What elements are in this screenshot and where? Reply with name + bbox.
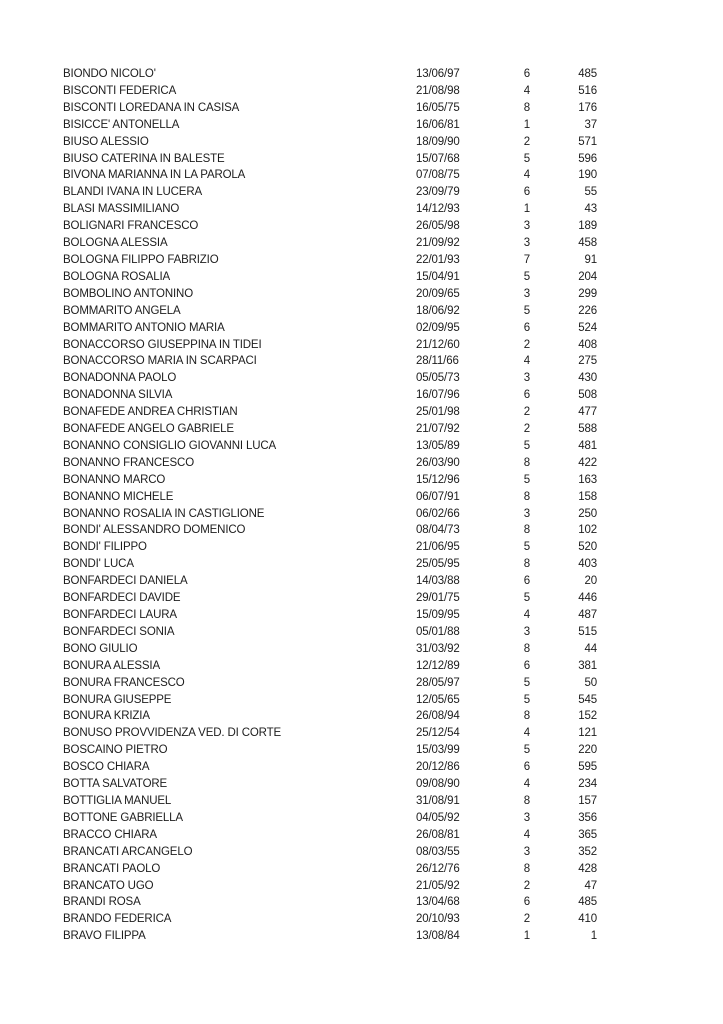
num1-cell: 2 <box>523 423 530 436</box>
table-row <box>63 421 597 438</box>
birthdate-cell: 26/08/94 <box>416 710 460 723</box>
table-row <box>63 286 597 303</box>
num1-cell: 8 <box>523 456 530 469</box>
birthdate-cell: 16/07/96 <box>416 389 460 402</box>
num2-cell: 189 <box>578 220 597 233</box>
num2-cell: 44 <box>584 642 597 655</box>
birthdate-cell: 21/08/98 <box>416 84 460 97</box>
table-row <box>63 759 597 776</box>
num1-cell: 5 <box>523 676 530 689</box>
num1-cell: 4 <box>523 84 530 97</box>
table-row <box>63 878 597 895</box>
table-row <box>63 590 597 607</box>
birthdate-cell: 12/05/65 <box>416 693 460 706</box>
num1-cell: 4 <box>523 609 530 621</box>
num2-cell: 158 <box>578 490 597 503</box>
name-cell: BRACCO CHIARA <box>63 828 157 841</box>
num1-cell: 5 <box>523 592 530 605</box>
table-row <box>63 861 597 878</box>
name-cell: BONANNO MARCO <box>63 473 166 486</box>
table-row <box>63 894 597 911</box>
name-cell: BONANNO MICHELE <box>63 490 174 503</box>
num1-cell: 4 <box>523 355 530 368</box>
num2-cell: 481 <box>578 439 597 452</box>
name-cell: BOLOGNA FILIPPO FABRIZIO <box>63 253 219 266</box>
num1-cell: 5 <box>523 541 530 554</box>
table-row <box>63 742 597 759</box>
name-cell: BOTTONE GABRIELLA <box>63 811 183 824</box>
name-cell: BOTTA SALVATORE <box>63 778 168 791</box>
birthdate-cell: 25/12/54 <box>416 727 460 740</box>
num1-cell: 3 <box>523 372 530 385</box>
num1-cell: 5 <box>523 304 530 317</box>
table-row <box>63 489 597 506</box>
table-row <box>63 776 597 793</box>
table-row <box>63 184 597 201</box>
num1-cell: 8 <box>523 101 530 114</box>
birthdate-cell: 13/05/89 <box>416 439 460 452</box>
num2-cell: 430 <box>578 372 597 385</box>
birthdate-cell: 15/09/95 <box>416 609 460 621</box>
name-cell: BONURA FRANCESCO <box>63 676 185 689</box>
table-row <box>63 269 597 286</box>
birthdate-cell: 26/05/98 <box>416 220 460 233</box>
num1-cell: 5 <box>523 473 530 486</box>
name-cell: BOMMARITO ANTONIO MARIA <box>63 321 225 334</box>
birthdate-cell: 13/08/84 <box>416 930 460 943</box>
name-cell: BONFARDECI LAURA <box>63 609 177 621</box>
name-cell: BOMMARITO ANGELA <box>63 304 181 317</box>
birthdate-cell: 18/09/90 <box>416 135 460 148</box>
num2-cell: 226 <box>578 304 597 317</box>
num1-cell: 6 <box>523 389 530 402</box>
name-cell: BONFARDECI DAVIDE <box>63 592 181 605</box>
table-row <box>63 708 597 725</box>
birthdate-cell: 06/07/91 <box>416 490 460 503</box>
table-row <box>63 624 597 641</box>
num2-cell: 428 <box>578 862 597 875</box>
name-cell: BOLIGNARI FRANCESCO <box>63 220 199 233</box>
name-cell: BONAFEDE ANDREA CHRISTIAN <box>63 406 238 419</box>
table-row <box>63 556 597 573</box>
roster-table <box>63 66 597 945</box>
table-row <box>63 218 597 235</box>
num1-cell: 5 <box>523 439 530 452</box>
name-cell: BONACCORSO GIUSEPPINA IN TIDEI <box>63 338 262 351</box>
table-row <box>63 844 597 861</box>
table-row <box>63 607 597 624</box>
name-cell: BONO GIULIO <box>63 642 138 655</box>
birthdate-cell: 21/09/92 <box>416 237 460 250</box>
birthdate-cell: 08/04/73 <box>416 524 460 537</box>
birthdate-cell: 14/03/88 <box>416 575 460 588</box>
num2-cell: 163 <box>578 473 597 486</box>
birthdate-cell: 20/09/65 <box>416 287 460 300</box>
table-row <box>63 472 597 489</box>
table-row <box>63 675 597 692</box>
name-cell: BONANNO ROSALIA IN CASTIGLIONE <box>63 507 265 520</box>
table-row <box>63 455 597 472</box>
num1-cell: 5 <box>523 744 530 757</box>
num2-cell: 520 <box>578 541 597 554</box>
num2-cell: 545 <box>578 693 597 706</box>
name-cell: BOLOGNA ROSALIA <box>63 270 171 283</box>
table-row <box>63 911 597 928</box>
birthdate-cell: 06/02/66 <box>416 507 460 520</box>
num2-cell: 477 <box>578 406 597 419</box>
birthdate-cell: 20/12/86 <box>416 761 460 774</box>
table-row <box>63 539 597 556</box>
num2-cell: 250 <box>578 507 597 520</box>
name-cell: BOLOGNA ALESSIA <box>63 237 168 250</box>
table-row <box>63 353 597 370</box>
num1-cell: 4 <box>523 727 530 740</box>
num1-cell: 5 <box>523 152 530 165</box>
num2-cell: 1 <box>590 930 597 943</box>
table-row <box>63 66 597 83</box>
table-row <box>63 658 597 675</box>
num1-cell: 8 <box>523 710 530 723</box>
num1-cell: 3 <box>523 220 530 233</box>
num1-cell: 6 <box>523 761 530 774</box>
num1-cell: 6 <box>523 321 530 334</box>
table-row <box>63 928 597 945</box>
num2-cell: 234 <box>578 778 597 791</box>
table-row <box>63 387 597 404</box>
table-row <box>63 320 597 337</box>
name-cell: BONADONNA SILVIA <box>63 389 173 402</box>
num2-cell: 37 <box>584 118 597 131</box>
name-cell: BIONDO NICOLO' <box>63 68 156 80</box>
num2-cell: 515 <box>578 625 597 638</box>
num2-cell: 121 <box>578 727 597 740</box>
num2-cell: 20 <box>584 575 597 588</box>
num1-cell: 8 <box>523 490 530 503</box>
num1-cell: 3 <box>523 507 530 520</box>
birthdate-cell: 31/03/92 <box>416 642 460 655</box>
birthdate-cell: 05/01/88 <box>416 625 460 638</box>
birthdate-cell: 25/01/98 <box>416 406 460 419</box>
num1-cell: 5 <box>523 270 530 283</box>
num1-cell: 2 <box>523 135 530 148</box>
num1-cell: 8 <box>523 524 530 537</box>
num1-cell: 6 <box>523 575 530 588</box>
birthdate-cell: 28/11/66 <box>416 355 459 368</box>
num2-cell: 485 <box>578 896 597 909</box>
birthdate-cell: 15/07/68 <box>416 152 460 165</box>
table-row <box>63 100 597 117</box>
num1-cell: 5 <box>523 693 530 706</box>
name-cell: BONDI' ALESSANDRO DOMENICO <box>63 524 246 537</box>
table-row <box>63 83 597 100</box>
num1-cell: 2 <box>523 406 530 419</box>
birthdate-cell: 31/08/91 <box>416 794 460 807</box>
num2-cell: 524 <box>578 321 597 334</box>
birthdate-cell: 16/05/75 <box>416 101 460 114</box>
birthdate-cell: 15/12/96 <box>416 473 460 486</box>
name-cell: BONURA KRIZIA <box>63 710 150 723</box>
birthdate-cell: 15/04/91 <box>416 270 460 283</box>
num1-cell: 6 <box>523 68 530 80</box>
num2-cell: 157 <box>578 794 597 807</box>
num2-cell: 275 <box>578 355 597 368</box>
table-row <box>63 827 597 844</box>
birthdate-cell: 22/01/93 <box>416 253 460 266</box>
name-cell: BOSCAINO PIETRO <box>63 744 168 757</box>
name-cell: BOTTIGLIA MANUEL <box>63 794 172 807</box>
birthdate-cell: 25/05/95 <box>416 558 460 571</box>
birthdate-cell: 04/05/92 <box>416 811 460 824</box>
birthdate-cell: 14/12/93 <box>416 203 460 216</box>
name-cell: BONDI' LUCA <box>63 558 134 571</box>
num1-cell: 4 <box>523 778 530 791</box>
table-row <box>63 522 597 539</box>
name-cell: BISCONTI FEDERICA <box>63 84 177 97</box>
num2-cell: 588 <box>578 423 597 436</box>
table-row <box>63 117 597 134</box>
num1-cell: 3 <box>523 811 530 824</box>
table-row <box>63 573 597 590</box>
table-row <box>63 370 597 387</box>
birthdate-cell: 07/08/75 <box>416 169 460 182</box>
table-row <box>63 506 597 523</box>
name-cell: BISCONTI LOREDANA IN CASISA <box>63 101 240 114</box>
num2-cell: 50 <box>584 676 597 689</box>
birthdate-cell: 16/06/81 <box>416 118 460 131</box>
num2-cell: 352 <box>578 845 597 858</box>
name-cell: BONDI' FILIPPO <box>63 541 147 554</box>
name-cell: BONFARDECI DANIELA <box>63 575 188 588</box>
num2-cell: 485 <box>578 68 597 80</box>
table-row <box>63 438 597 455</box>
birthdate-cell: 26/08/81 <box>416 828 460 841</box>
name-cell: BONADONNA PAOLO <box>63 372 177 385</box>
num2-cell: 446 <box>578 592 597 605</box>
name-cell: BONURA ALESSIA <box>63 659 160 672</box>
name-cell: BRANDO FEDERICA <box>63 913 172 926</box>
num2-cell: 408 <box>578 338 597 351</box>
name-cell: BONACCORSO MARIA IN SCARPACI <box>63 355 257 368</box>
birthdate-cell: 28/05/97 <box>416 676 460 689</box>
num2-cell: 91 <box>584 253 597 266</box>
num1-cell: 1 <box>523 118 530 131</box>
num1-cell: 2 <box>523 338 530 351</box>
table-row <box>63 692 597 709</box>
name-cell: BONUSO PROVVIDENZA VED. DI CORTE <box>63 727 282 740</box>
num1-cell: 3 <box>523 845 530 858</box>
name-cell: BOMBOLINO ANTONINO <box>63 287 193 300</box>
birthdate-cell: 13/06/97 <box>416 68 460 80</box>
table-row <box>63 810 597 827</box>
name-cell: BRANCATI ARCANGELO <box>63 845 193 858</box>
num1-cell: 3 <box>523 287 530 300</box>
num2-cell: 571 <box>578 135 597 148</box>
num2-cell: 595 <box>578 761 597 774</box>
birthdate-cell: 23/09/79 <box>416 186 460 199</box>
num1-cell: 2 <box>523 879 530 892</box>
birthdate-cell: 21/06/95 <box>416 541 460 554</box>
num2-cell: 43 <box>584 203 597 216</box>
num2-cell: 190 <box>578 169 597 182</box>
table-row <box>63 151 597 168</box>
birthdate-cell: 29/01/75 <box>416 592 460 605</box>
name-cell: BLANDI IVANA IN LUCERA <box>63 186 203 199</box>
birthdate-cell: 26/12/76 <box>416 862 460 875</box>
name-cell: BIUSO CATERINA IN BALESTE <box>63 152 225 165</box>
table-row <box>63 725 597 742</box>
num2-cell: 356 <box>578 811 597 824</box>
name-cell: BRANCATO UGO <box>63 879 154 892</box>
num2-cell: 220 <box>578 744 597 757</box>
name-cell: BONANNO CONSIGLIO GIOVANNI LUCA <box>63 439 277 452</box>
num2-cell: 487 <box>578 609 597 621</box>
birthdate-cell: 20/10/93 <box>416 913 460 926</box>
name-cell: BRAVO FILIPPA <box>63 930 146 943</box>
num2-cell: 365 <box>578 828 597 841</box>
birthdate-cell: 13/04/68 <box>416 896 460 909</box>
name-cell: BONANNO FRANCESCO <box>63 456 194 469</box>
num2-cell: 176 <box>578 101 597 114</box>
birthdate-cell: 05/05/73 <box>416 372 460 385</box>
num2-cell: 596 <box>578 152 597 165</box>
num1-cell: 4 <box>523 169 530 182</box>
name-cell: BONURA GIUSEPPE <box>63 693 172 706</box>
num2-cell: 299 <box>578 287 597 300</box>
num2-cell: 152 <box>578 710 597 723</box>
name-cell: BIVONA MARIANNA IN LA PAROLA <box>63 169 246 182</box>
birthdate-cell: 08/03/55 <box>416 845 460 858</box>
num2-cell: 102 <box>578 524 597 537</box>
name-cell: BRANDI ROSA <box>63 896 141 909</box>
num2-cell: 422 <box>578 456 597 469</box>
num2-cell: 508 <box>578 389 597 402</box>
num2-cell: 516 <box>578 84 597 97</box>
table-row <box>63 252 597 269</box>
num1-cell: 2 <box>523 913 530 926</box>
birthdate-cell: 12/12/89 <box>416 659 460 672</box>
num2-cell: 55 <box>584 186 597 199</box>
num1-cell: 6 <box>523 896 530 909</box>
name-cell: BRANCATI PAOLO <box>63 862 161 875</box>
num2-cell: 47 <box>584 879 597 892</box>
num1-cell: 6 <box>523 659 530 672</box>
num1-cell: 7 <box>523 253 530 266</box>
table-row <box>63 134 597 151</box>
num2-cell: 381 <box>578 659 597 672</box>
table-row <box>63 167 597 184</box>
birthdate-cell: 21/12/60 <box>416 338 460 351</box>
birthdate-cell: 26/03/90 <box>416 456 460 469</box>
num2-cell: 458 <box>578 237 597 250</box>
num2-cell: 403 <box>578 558 597 571</box>
birthdate-cell: 15/03/99 <box>416 744 460 757</box>
birthdate-cell: 09/08/90 <box>416 778 460 791</box>
table-row <box>63 303 597 320</box>
num2-cell: 204 <box>578 270 597 283</box>
num1-cell: 1 <box>523 203 530 216</box>
name-cell: BISICCE' ANTONELLA <box>63 118 180 131</box>
num1-cell: 8 <box>523 642 530 655</box>
num1-cell: 3 <box>523 237 530 250</box>
num1-cell: 1 <box>523 930 530 943</box>
table-row <box>63 235 597 252</box>
table-row <box>63 337 597 354</box>
num2-cell: 410 <box>578 913 597 926</box>
num1-cell: 8 <box>523 794 530 807</box>
table-row <box>63 201 597 218</box>
name-cell: BONFARDECI SONIA <box>63 625 175 638</box>
num1-cell: 8 <box>523 558 530 571</box>
birthdate-cell: 02/09/95 <box>416 321 460 334</box>
table-row <box>63 404 597 421</box>
name-cell: BOSCO CHIARA <box>63 761 150 774</box>
birthdate-cell: 21/05/92 <box>416 879 460 892</box>
num1-cell: 6 <box>523 186 530 199</box>
birthdate-cell: 21/07/92 <box>416 423 460 436</box>
num1-cell: 8 <box>523 862 530 875</box>
birthdate-cell: 18/06/92 <box>416 304 460 317</box>
name-cell: BONAFEDE ANGELO GABRIELE <box>63 423 234 436</box>
name-cell: BLASI MASSIMILIANO <box>63 203 180 216</box>
name-cell: BIUSO ALESSIO <box>63 135 149 148</box>
num1-cell: 4 <box>523 828 530 841</box>
num1-cell: 3 <box>523 625 530 638</box>
table-row <box>63 641 597 658</box>
table-row <box>63 793 597 810</box>
